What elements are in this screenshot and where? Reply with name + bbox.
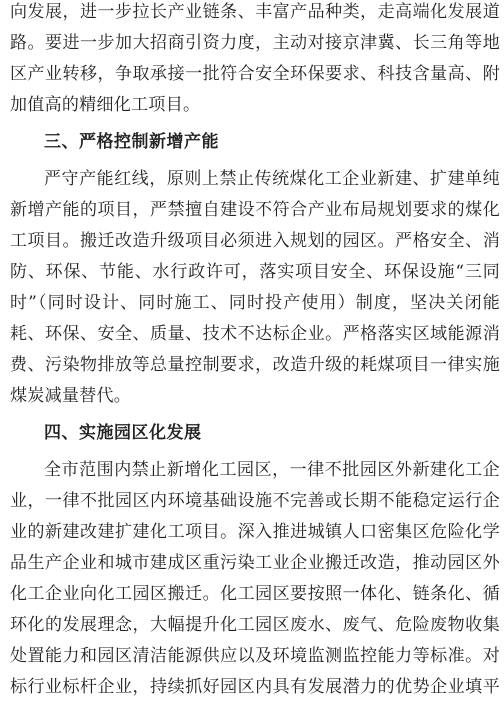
paragraph-line: 处置能力和园区清洁能源供应以及环境监测监控能力等标准。对 [10, 646, 500, 666]
paragraph-line: 煤炭减量替代。 [10, 386, 132, 406]
paragraph-line: 业的新建改建扩建化工项目。深入推进城镇人口密集区危险化学 [10, 522, 500, 542]
paragraph-line: 严守产能红线，原则上禁止传统煤化工企业新建、扩建单纯 [44, 169, 500, 189]
section-heading-3: 三、严格控制新增产能 [44, 132, 219, 152]
paragraph-line: 加值高的精细化工项目。 [10, 95, 201, 115]
paragraph-line: 标行业标杆企业，持续抓好园区内具有发展潜力的优势企业填平 [10, 677, 500, 697]
paragraph-line: 时”（同时设计、同时施工、同时投产使用）制度，坚决关闭能 [10, 293, 500, 313]
paragraph-line: 工项目。搬迁改造升级项目必须进入规划的园区。严格安全、消 [10, 231, 500, 251]
section-heading-4: 四、实施园区化发展 [44, 423, 202, 443]
paragraph-line: 化工企业向化工园区搬迁。化工园区要按照一体化、链条化、循 [10, 584, 500, 604]
paragraph-line: 区产业转移，争取承接一批符合安全环保要求、科技含量高、附 [10, 64, 500, 84]
paragraph-line: 耗、环保、安全、质量、技术不达标企业。严格落实区域能源消 [10, 324, 500, 344]
paragraph-line: 费、污染物排放等总量控制要求，改造升级的耗煤项目一律实施 [10, 355, 500, 375]
paragraph-line: 全市范围内禁止新增化工园区，一律不批园区外新建化工企 [44, 460, 500, 480]
paragraph-line: 业，一律不批园区内环境基础设施不完善或长期不能稳定运行企 [10, 491, 500, 511]
paragraph-line: 环化的发展理念，大幅提升化工园区废水、废气、危险废物收集 [10, 615, 500, 635]
paragraph-line: 路。要进一步加大招商引资力度，主动对接京津冀、长三角等地 [10, 33, 500, 53]
paragraph-line: 向发展，进一步拉长产业链条、丰富产品种类，走高端化发展道 [10, 2, 500, 22]
paragraph-line: 新增产能的项目，严禁擅自建设不符合产业布局规划要求的煤化 [10, 200, 500, 220]
paragraph-line: 品生产企业和城市建成区重污染工业企业搬迁改造，推动园区外 [10, 553, 500, 573]
paragraph-line: 防、环保、节能、水行政许可，落实项目安全、环保设施“三同 [10, 262, 500, 282]
